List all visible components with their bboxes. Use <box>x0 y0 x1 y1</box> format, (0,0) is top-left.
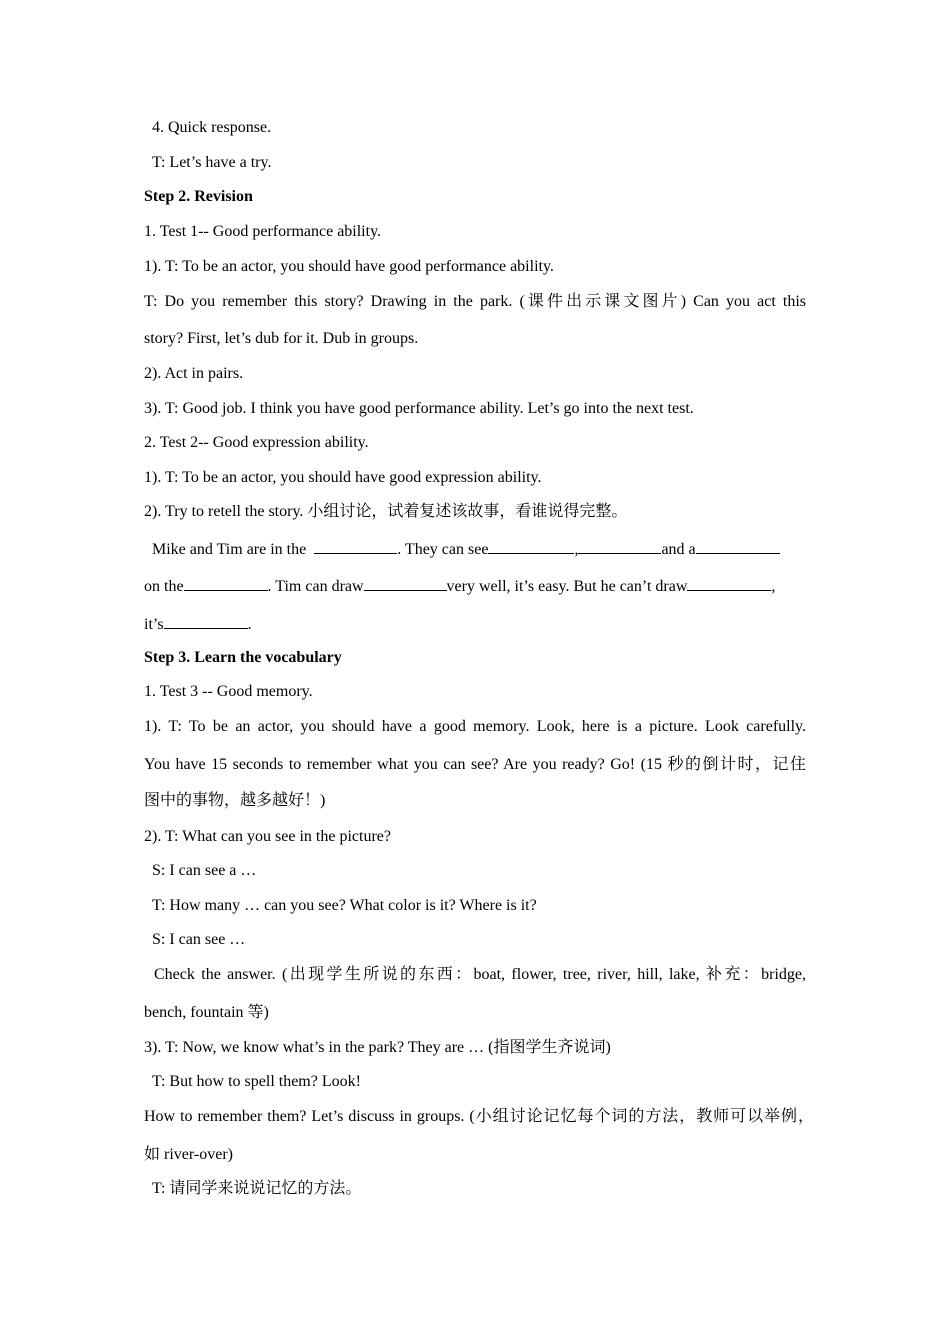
blank-4[interactable] <box>696 538 780 554</box>
step-2-heading: Step 2. Revision <box>144 188 253 205</box>
text-line: 2). Act in pairs. <box>144 365 244 382</box>
text-line: 如 river-over) <box>144 1146 233 1163</box>
test-1-heading: 1. Test 1-- Good performance ability. <box>144 223 382 240</box>
fill-in-line-3: it’s . <box>144 613 252 635</box>
text-line: How to remember them? Let’s discuss in groups. (小组讨论记忆每个词的方法，教师可以举例， <box>144 1108 814 1125</box>
teacher-line: T: How many … can you see? What color is it? Where is it? <box>152 897 537 914</box>
text-line: 1). T: To be an actor, you should have a good memory. Look, here is a picture. Look carefully. <box>144 718 806 735</box>
teacher-line: T: 请同学来说说记忆的方法。 <box>152 1180 362 1197</box>
blank-1[interactable] <box>314 538 397 554</box>
blank-2[interactable] <box>488 538 574 554</box>
text-line: bench, fountain 等) <box>144 1004 269 1021</box>
blank-8[interactable] <box>164 613 248 629</box>
test-3-heading: 1. Test 3 -- Good memory. <box>144 683 313 700</box>
fill-in-line-1: Mike and Tim are in the . They can see , and a <box>152 538 780 560</box>
text-line: 3). T: Good job. I think you have good performance ability. Let’s go into the next test. <box>144 400 694 417</box>
fill-in-line-2: on the . Tim can draw very well, it’s easy. But he can’t draw , <box>144 575 775 597</box>
teacher-line: T: Let’s have a try. <box>152 154 272 171</box>
blank-7[interactable] <box>687 575 771 591</box>
text-line: 1). T: To be an actor, you should have good expression ability. <box>144 469 542 486</box>
student-line: S: I can see a … <box>152 862 257 879</box>
text-line: T: Do you remember this story? Drawing in the park. (课件出示课文图片) Can you act this <box>144 293 806 310</box>
text-line: story? First, let’s dub for it. Dub in groups. <box>144 330 419 347</box>
text-line: You have 15 seconds to remember what you can see? Are you ready? Go! (15 秒的倒计时，记住 <box>144 756 806 773</box>
text-line: 图中的事物，越多越好！) <box>144 792 326 809</box>
test-2-heading: 2. Test 2-- Good expression ability. <box>144 434 369 451</box>
text-line: 2). Try to retell the story. 小组讨论，试着复述该故事，看谁说得完整。 <box>144 503 628 520</box>
blank-3[interactable] <box>578 538 661 554</box>
blank-5[interactable] <box>184 575 268 591</box>
text-line: 3). T: Now, we know what’s in the park? They are … (指图学生齐说词) <box>144 1039 611 1056</box>
text-line: Check the answer. (出现学生所说的东西：boat, flower, tree, river, hill, lake, 补充：bridge, <box>154 966 806 983</box>
text-line: 2). T: What can you see in the picture? <box>144 828 391 845</box>
quick-response-item: 4. Quick response. <box>152 119 272 136</box>
teacher-line: T: But how to spell them? Look! <box>152 1073 361 1090</box>
text-line: 1). T: To be an actor, you should have good performance ability. <box>144 258 554 275</box>
student-line: S: I can see … <box>152 931 246 948</box>
blank-6[interactable] <box>364 575 447 591</box>
step-3-heading: Step 3. Learn the vocabulary <box>144 649 342 666</box>
